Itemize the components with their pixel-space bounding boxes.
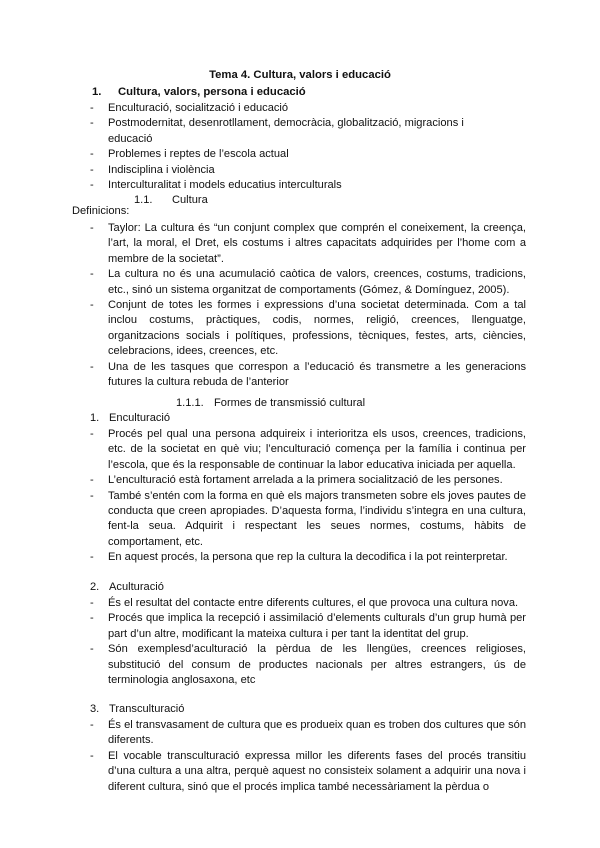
form-number: 1. <box>90 412 100 424</box>
list-item: - Procés pel qual una persona adquireix i interioritza els usos, creences, tradicions, etc. de la societat en què viu; l’enculturació comença per la família i continua per l’escola, que és la responsable de continuar la labor educativa iniciada per aquella. <box>90 427 526 473</box>
list-item: - Una de les tasques que correspon a l’educació és transmetre a les generacions futures la cultura rebuda de l’anterior <box>90 360 526 391</box>
subsubsection-number: 1.1.1. <box>176 397 204 409</box>
section-title: Cultura, valors, persona i educació <box>118 86 306 98</box>
definitions-list <box>90 221 526 390</box>
section-number: 1. <box>92 86 102 98</box>
form-heading-aculturacio <box>90 581 526 593</box>
list-item: - Problemes i reptes de l’escola actual <box>90 147 510 162</box>
list-item: - La cultura no és una acumulació caòtica de valors, creences, costums, tradicions, etc., sinó un sistema organitzat de comportaments (Gómez, & Domínguez, 2005). <box>90 267 526 298</box>
subsubsection-title: Formes de transmissió cultural <box>214 397 366 409</box>
list-item: - Conjunt de totes les formes i expressions d’una societat determinada. Com a tal inclou costums, pràctiques, codis, normes, religió, creences, llenguatge, organitzacions socials i polítiques, professions, tècniques, festes, arts, ciències, celebracions, idees, creences, etc. <box>90 298 526 360</box>
list-item: - És el resultat del contacte entre diferents cultures, el que provoca una cultura nova. <box>90 596 526 611</box>
form-number: 3. <box>90 703 100 715</box>
form-number: 2. <box>90 581 100 593</box>
form-heading-enculturacio <box>90 412 526 424</box>
definitions-label: Definicions: <box>72 205 130 217</box>
subsection-number: 1.1. <box>134 194 153 206</box>
aculturacio-points <box>90 596 526 688</box>
document-title: Tema 4. Cultura, valors i educació <box>209 69 391 81</box>
list-item: - El vocable transculturació expressa millor les diferents fases del procés transitiu d’una cultura a una altra, perquè aquest no consisteix solament a adquirir una nova i diferent cultura, sinó que el procés implica també necessàriament la pèrdua o <box>90 749 526 795</box>
form-title: Aculturació <box>109 581 164 593</box>
subsection-title: Cultura <box>172 194 208 206</box>
list-item: - En aquest procés, la persona que rep la cultura la decodifica i la pot reinterpretar. <box>90 550 526 565</box>
list-item: - És el transvasament de cultura que es produeix quan es troben dos cultures que són diferents. <box>90 718 526 749</box>
list-item: - Enculturació, socialització i educació <box>90 101 510 116</box>
list-item: - Procés que implica la recepció i assimilació d’elements culturals d’un grup humà per part d’un altre, modificant la mateixa cultura i per tant la identitat del grup. <box>90 611 526 642</box>
list-item: - Interculturalitat i models educatius interculturals <box>90 178 510 193</box>
list-item: - Indisciplina i violència <box>90 163 510 178</box>
form-title: Enculturació <box>109 412 171 424</box>
list-item: - Són exemplesd’aculturació la pèrdua de les llengües, creences religioses, substitució del consum de productes nacionals per altres estrangers, ús de terminologia anglosaxona, etc <box>90 642 526 688</box>
list-item: - Taylor: La cultura és “un conjunt complex que comprén el coneixement, la creença, l’art, la moral, el Dret, els costums i altres capacitats adquirides per l’home com a membre de la societat”. <box>90 221 526 267</box>
section-heading <box>92 86 306 98</box>
list-item: - Postmodernitat, desenrotllament, democràcia, globalització, migracions i educació <box>90 116 510 147</box>
subsection-heading <box>134 194 208 206</box>
transculturacio-points <box>90 718 526 795</box>
list-item: - L’enculturació està fortament arrelada a la primera socialització de les persones. <box>90 473 526 488</box>
list-item: - També s’entén com la forma en què els majors transmeten sobre els joves pautes de conducta que creen apropiades. D’aquesta forma, l’individu s’integra en una cultura, fent-la seua. Adquirit i respectant les seues normes, costums, hàbits de comportament, etc. <box>90 489 526 551</box>
enculturacio-points <box>90 427 526 566</box>
subsubsection-heading <box>176 397 365 409</box>
form-title: Transculturació <box>109 703 185 715</box>
topic-list <box>90 101 510 193</box>
form-heading-transculturacio <box>90 703 526 715</box>
